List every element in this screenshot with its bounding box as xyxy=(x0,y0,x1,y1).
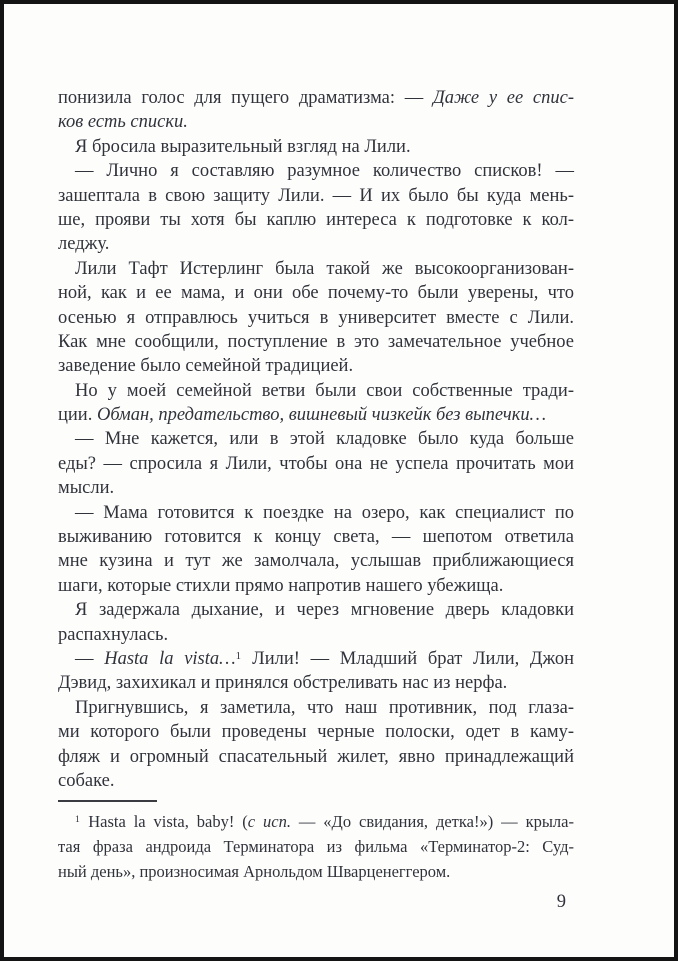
footnote-line xyxy=(58,834,574,859)
footnote-separator xyxy=(58,800,157,802)
text-line xyxy=(58,330,574,354)
paragraph xyxy=(58,86,574,135)
text-line xyxy=(58,452,574,476)
text-segment: распахнулась. xyxy=(58,624,169,645)
text-segment: — «До свидания, детка!») — крыла- xyxy=(290,812,574,831)
text-segment: понизила голос для пущего драматизма: — xyxy=(58,88,433,108)
text-segment: — xyxy=(75,648,105,669)
text-line xyxy=(58,525,574,549)
text-segment: Но у моей семейной ветви были свои собственные тради- xyxy=(75,380,574,401)
text-segment: ции. xyxy=(58,405,97,426)
text-segment: еды? — спросила я Лили, чтобы она не успела прочитать мои xyxy=(58,453,574,474)
text-segment: мне кузина и тут же замолчала, услышав приближающиеся xyxy=(58,551,574,572)
text-line xyxy=(58,184,574,208)
text-segment: ный день», произносимая Арнольдом Шварценеггером. xyxy=(58,862,451,881)
text-segment: собаке. xyxy=(58,770,115,791)
text-segment: заведение было семейной традицией. xyxy=(58,356,354,377)
footnote-reference: 1 xyxy=(75,814,81,826)
text-segment: Я бросила выразительный взгляд на Лили. xyxy=(75,136,411,157)
text-line xyxy=(58,159,574,183)
page-number: 9 xyxy=(556,892,566,912)
text-segment: ной, как и ее мама, и они обе почему-то были уверены, что xyxy=(58,283,574,304)
paragraph xyxy=(58,647,574,696)
text-segment: Лили! — Младший брат Лили, Джон xyxy=(241,648,575,669)
text-line xyxy=(58,135,574,159)
paragraph xyxy=(58,257,574,379)
text-segment: выживанию готовится к концу света, — шепотом ответила xyxy=(58,527,574,548)
text-line xyxy=(58,549,574,573)
text-segment: — Мама готовится к поездке на озеро, как специалист по xyxy=(75,502,574,523)
text-segment: Дэвид, захихикал и принялся обстреливать нас из нерфа. xyxy=(58,673,508,694)
text-segment: мысли. xyxy=(58,478,115,499)
text-line xyxy=(58,476,574,500)
text-segment: шаги, которые стихли прямо напротив нашего убежища. xyxy=(58,575,504,596)
text-segment: тая фраза андроида Терминатора из фильма «Терминатор-2: Суд- xyxy=(58,837,574,856)
text-line xyxy=(58,769,574,793)
text-line xyxy=(58,86,574,110)
footnote-line xyxy=(58,809,574,834)
text-line xyxy=(58,379,574,403)
text-segment: осенью я отправлюсь учиться в университет вместе с Лили. xyxy=(58,307,574,328)
italic-text-segment: Обман, предательство, вишневый чизкейк без выпечки… xyxy=(96,405,547,426)
text-line xyxy=(58,501,574,525)
text-line xyxy=(58,232,574,256)
text-line xyxy=(58,281,574,305)
text-line xyxy=(58,598,574,622)
paragraph xyxy=(58,135,574,159)
text-line xyxy=(58,623,574,647)
text-line xyxy=(58,720,574,744)
footnote xyxy=(58,800,574,884)
italic-text-segment: Hasta la vista… xyxy=(104,648,236,669)
text-segment: — Лично я составляю разумное количество списков! — xyxy=(75,161,574,182)
text-segment: фляж и огромный спасательный жилет, явно принадлежащий xyxy=(58,746,574,767)
text-line xyxy=(58,745,574,769)
paragraph xyxy=(58,159,574,257)
text-line xyxy=(58,354,574,378)
text-segment: Hasta la vista, baby! ( xyxy=(80,812,248,831)
text-segment: леджу. xyxy=(58,234,110,255)
paragraph xyxy=(58,598,574,647)
italic-text-segment: Даже у ее спис- xyxy=(432,88,574,108)
italic-text-segment: ков есть списки. xyxy=(58,112,188,133)
text-line xyxy=(58,208,574,232)
text-line xyxy=(58,403,574,427)
text-line xyxy=(58,671,574,695)
italic-text-segment: с исп. xyxy=(247,812,291,831)
text-segment: зашептала в свою защиту Лили. — И их было бы куда мень- xyxy=(58,185,574,206)
text-segment: Я задержала дыхание, и через мгновение дверь кладовки xyxy=(75,600,574,621)
paragraph xyxy=(58,379,574,428)
footnote-line xyxy=(58,859,574,884)
footnote-reference: 1 xyxy=(235,649,242,662)
text-line xyxy=(58,427,574,451)
text-segment: Как мне сообщили, поступление в это замечательное учебное xyxy=(58,331,574,352)
text-line xyxy=(58,574,574,598)
text-line xyxy=(58,696,574,720)
text-segment: ше, прояви ты хотя бы каплю интереса к подготовке к кол- xyxy=(58,209,574,230)
text-segment: Пригнувшись, я заметила, что наш противник, под глаза- xyxy=(75,697,574,718)
text-segment: ми которого были проведены черные полоски, одет в каму- xyxy=(58,722,574,743)
paragraph xyxy=(58,696,574,794)
paragraph xyxy=(58,427,574,500)
footnote-text xyxy=(58,809,574,884)
paragraph xyxy=(58,501,574,599)
text-segment: — Мне кажется, или в этой кладовке было куда больше xyxy=(75,429,574,450)
text-line xyxy=(58,306,574,330)
text-line xyxy=(58,257,574,281)
text-segment: Лили Тафт Истерлинг была такой же высокоорганизован- xyxy=(75,258,574,279)
text-line xyxy=(58,647,574,671)
body-text xyxy=(58,86,574,793)
text-line xyxy=(58,110,574,134)
